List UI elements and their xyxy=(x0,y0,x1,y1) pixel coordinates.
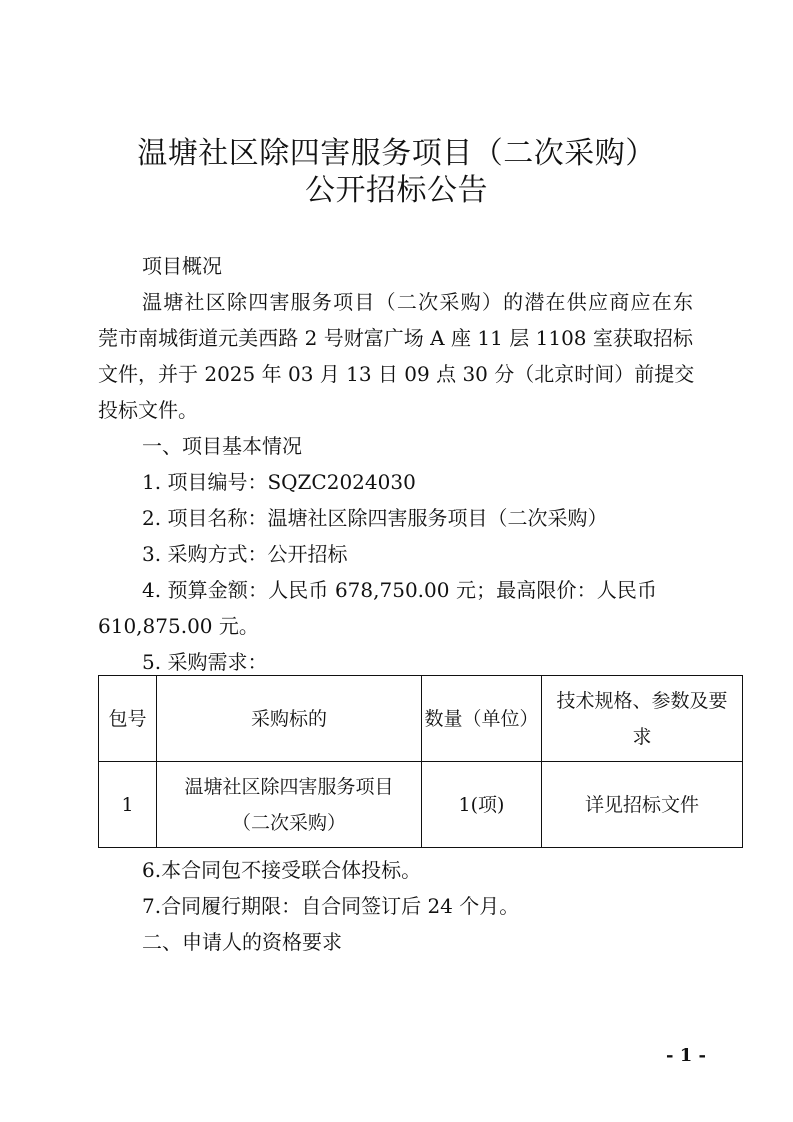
page-number: - 1 - xyxy=(666,1045,706,1066)
header-spec-line-1: 技术规格、参数及要 xyxy=(556,689,728,712)
contract-term: 7.合同履行期限：自合同签订后 24 个月。 xyxy=(142,894,520,918)
overview-line-1: 温塘社区除四害服务项目（二次采购）的潜在供应商应在东 xyxy=(142,290,693,314)
header-package: 包号 xyxy=(99,676,157,762)
project-number: 1. 项目编号：SQZC2024030 xyxy=(142,470,416,494)
table-row xyxy=(99,762,743,848)
row-subject-line-2: （二次采购） xyxy=(231,811,346,834)
header-spec-line-2: 求 xyxy=(632,725,652,748)
row-subject xyxy=(157,762,422,848)
row-subject-line-1: 温塘社区除四害服务项目 xyxy=(184,775,394,798)
procurement-requirements: 5. 采购需求： xyxy=(142,650,268,674)
header-spec xyxy=(542,676,743,762)
overview-line-2: 莞市南城街道元美西路 2 号财富广场 A 座 11 层 1108 室获取招标 xyxy=(98,326,693,350)
document-subtitle: 公开招标公告 xyxy=(305,173,488,208)
row-spec: 详见招标文件 xyxy=(542,762,743,848)
overview-line-4: 投标文件。 xyxy=(98,398,198,422)
header-quantity: 数量（单位） xyxy=(422,676,542,762)
document-title: 温塘社区除四害服务项目（二次采购） xyxy=(137,136,656,171)
budget-line-1: 4. 预算金额：人民币 678,750.00 元；最高限价：人民币 xyxy=(142,578,657,602)
overview-heading: 项目概况 xyxy=(142,254,222,278)
requirements-table xyxy=(98,675,743,848)
procurement-method: 3. 采购方式：公开招标 xyxy=(142,542,348,566)
project-name: 2. 项目名称：温塘社区除四害服务项目（二次采购） xyxy=(142,506,608,530)
header-subject: 采购标的 xyxy=(157,676,422,762)
row-package: 1 xyxy=(99,762,157,848)
overview-line-3: 文件，并于 2025 年 03 月 13 日 09 点 30 分（北京时间）前提交 xyxy=(98,362,695,386)
budget-line-2: 610,875.00 元。 xyxy=(98,614,259,638)
row-quantity: 1(项) xyxy=(422,762,542,848)
section2-heading: 二、申请人的资格要求 xyxy=(142,930,342,954)
no-consortium-note: 6.本合同包不接受联合体投标。 xyxy=(142,858,422,882)
section1-heading: 一、项目基本情况 xyxy=(142,434,302,458)
table-header-row xyxy=(99,676,743,762)
